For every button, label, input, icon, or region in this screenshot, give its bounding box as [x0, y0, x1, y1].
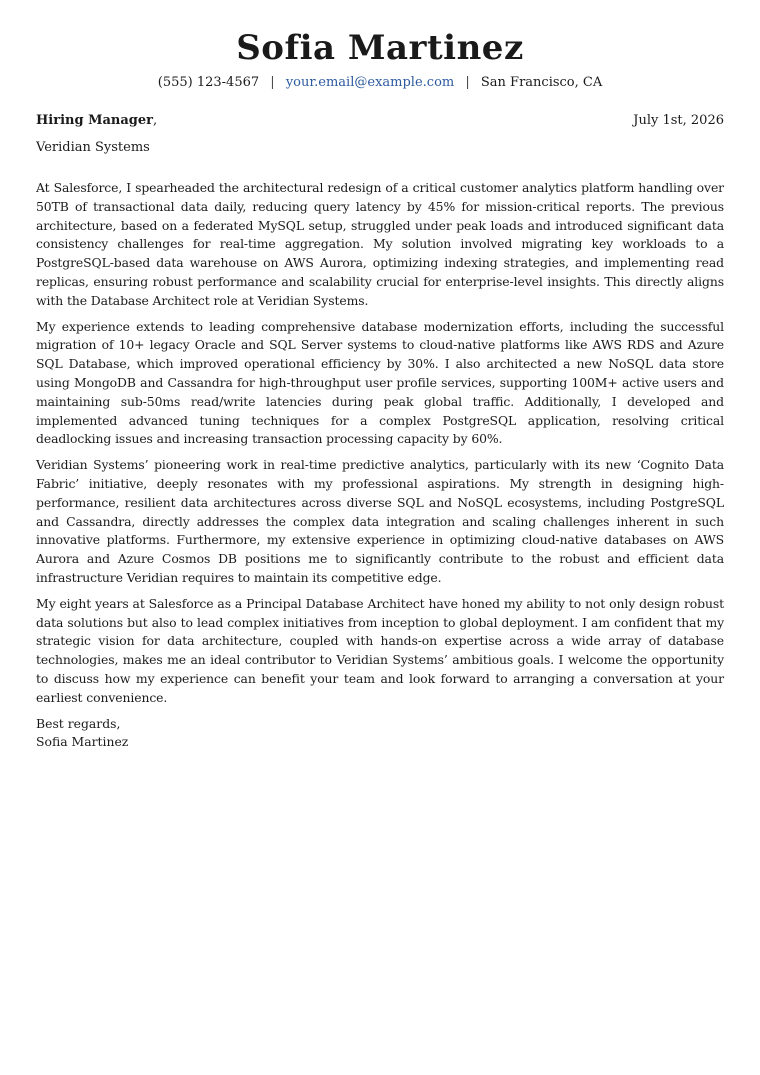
body-paragraph: My experience extends to leading comprehensive database modernization efforts, including the successful migration of 10+ legacy Oracle and SQL Server systems to cloud-native platforms like AWS RDS and Azure SQL Database, which improved operational efficiency by 30%. I also architected a new NoSQL data store using MongoDB and Cassandra for high-throughput user profile services, supporting 100M+ active users and maintaining sub-50ms read/write latencies during peak global traffic. Additionally, I developed and implemented advanced tuning techniques for a complex PostgreSQL application, resolving critical deadlocking issues and increasing transaction processing capacity by 60%. — [36, 318, 724, 447]
letter-body — [36, 179, 724, 708]
closing-salutation: Best regards, — [36, 715, 121, 731]
letter-closing — [36, 715, 724, 753]
recipient-title-wrap — [36, 112, 157, 130]
email-link[interactable]: your.email@example.com — [285, 75, 455, 90]
body-paragraph: Veridian Systems’ pioneering work in real-time predictive analytics, particularly with its new ‘Cognito Data Fabric’ initiative, deeply resonates with my professional aspirations. My strength in designing high-performance, resilient data architectures across diverse SQL and NoSQL ecosystems, including PostgreSQL and Cassandra, directly addresses the complex data integration and scaling challenges inherent in such innovative platforms. Furthermore, my extensive experience in optimizing cloud-native databases on AWS Aurora and Azure Cosmos DB positions me to significantly contribute to the robust and efficient data infrastructure Veridian requires to maintain its competitive edge. — [36, 457, 724, 585]
contact-line — [36, 74, 724, 92]
phone-number: (555) 123-4567 — [157, 75, 260, 90]
recipient-title-suffix: , — [152, 113, 158, 128]
cover-letter — [36, 28, 724, 752]
applicant-name: Sofia Martinez — [236, 28, 524, 68]
location: San Francisco, CA — [480, 75, 603, 90]
recipient-company: Veridian Systems — [36, 140, 150, 155]
contact-separator: | — [270, 75, 275, 90]
recipient-title: Hiring Manager — [36, 113, 153, 128]
letter-date: July 1st, 2026 — [633, 113, 724, 128]
body-paragraph: At Salesforce, I spearheaded the architectural redesign of a critical customer analytics platform handling over 50TB of transactional data daily, reducing query latency by 45% for mission-critical reports. The previous architecture, based on a federated MySQL setup, struggled under peak loads and introduced significant data consistency challenges for real-time aggregation. My solution involved migrating key workloads to a PostgreSQL-based data warehouse on AWS Aurora, optimizing indexing strategies, and implementing read replicas, ensuring robust performance and scalability crucial for enterprise-level insights. This directly aligns with the Database Architect role at Veridian Systems. — [36, 180, 724, 308]
body-paragraph: My eight years at Salesforce as a Principal Database Architect have honed my ability to not only design robust data solutions but also to lead complex initiatives from inception to global deployment. I am confident that my strategic vision for data architecture, coupled with hands-on expertise across a wide array of database technologies, makes me an ideal contributor to Veridian Systems’ ambitious goals. I welcome the opportunity to discuss how my experience can benefit your team and look forward to arranging a conversation at your earliest convenience. — [36, 595, 724, 705]
contact-separator: | — [465, 75, 470, 90]
closing-signature: Sofia Martinez — [36, 734, 129, 750]
recipient-row — [36, 112, 724, 130]
